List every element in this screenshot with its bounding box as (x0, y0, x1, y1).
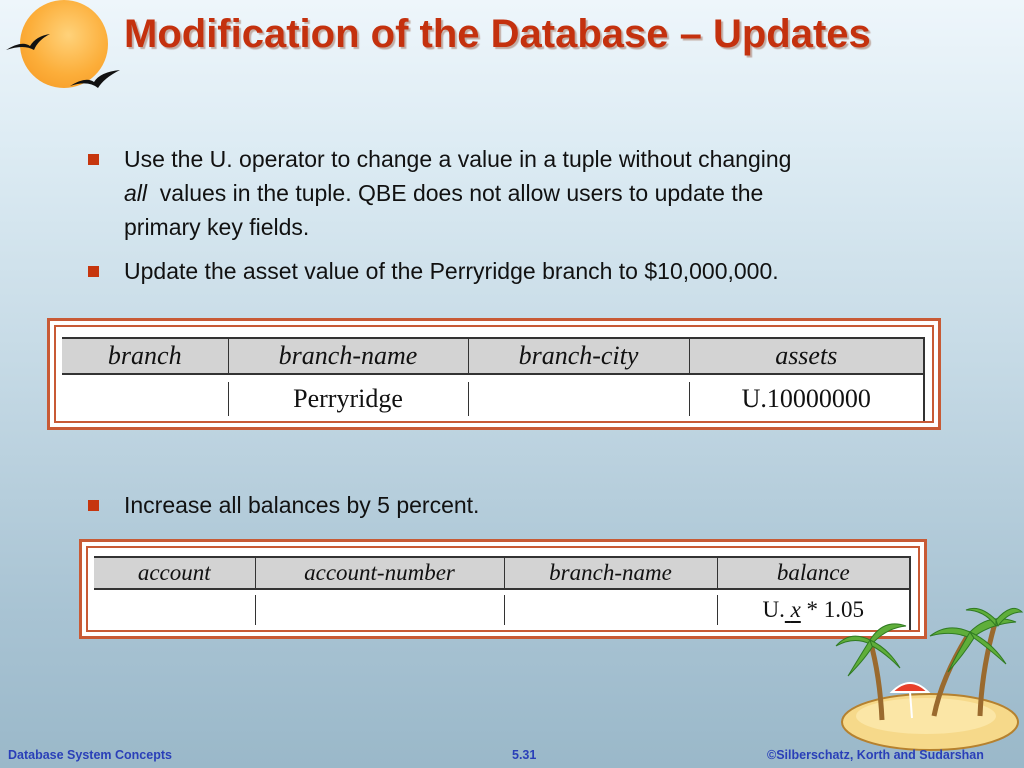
table-cell: U.10000000 (689, 382, 923, 416)
qbe-table-account-frame (79, 539, 927, 639)
palm-island-icon (830, 596, 1024, 756)
bullet-square-icon (88, 154, 99, 165)
table-cell (468, 382, 689, 416)
table-header: branch-city (468, 338, 689, 374)
bullet-item (88, 142, 968, 244)
qbe-table-branch-frame (47, 318, 941, 430)
table-cell (504, 595, 717, 625)
table-cell (94, 595, 255, 625)
bullet-text: Use the U. operator to change a value in a tuple without changing (124, 146, 792, 172)
table-header: account-number (255, 557, 504, 589)
birds-icon (0, 0, 130, 100)
bullet-text: primary key fields. (124, 214, 310, 240)
table-header: assets (689, 338, 923, 374)
example-variable: x (790, 597, 801, 622)
footer-copyright: ©Silberschatz, Korth and Sudarshan (767, 748, 984, 762)
bullet-text: Update the asset value of the Perryridge branch to $10,000,000. (124, 258, 779, 284)
bullet-text: Increase all balances by 5 percent. (124, 492, 480, 518)
table-cell (255, 595, 504, 625)
table-header: branch-name (228, 338, 468, 374)
table-cell (62, 382, 228, 416)
bullet-text: values in the tuple. QBE does not allow users to update the (159, 180, 764, 206)
footer-page-number: 5.31 (512, 748, 537, 762)
table-cell: Perryridge (228, 382, 468, 416)
table-header: balance (717, 557, 909, 589)
qbe-table-branch (62, 337, 923, 416)
update-operator: U. (762, 597, 785, 622)
bullet-square-icon (88, 500, 99, 511)
table-right-border (923, 337, 925, 421)
bullet-italic-text: all (124, 180, 148, 206)
bullet-square-icon (88, 266, 99, 277)
slide-title: Modification of the Database – Updates (124, 12, 871, 56)
table-header: branch (62, 338, 228, 374)
bullet-list (88, 142, 968, 298)
bullet-item (88, 488, 479, 522)
balance-expression: * 1.05 (800, 597, 865, 622)
bullet-item (88, 254, 968, 288)
footer-left: Database System Concepts (8, 748, 172, 762)
table-header: account (94, 557, 255, 589)
qbe-table-account (94, 556, 909, 625)
table-header: branch-name (504, 557, 717, 589)
